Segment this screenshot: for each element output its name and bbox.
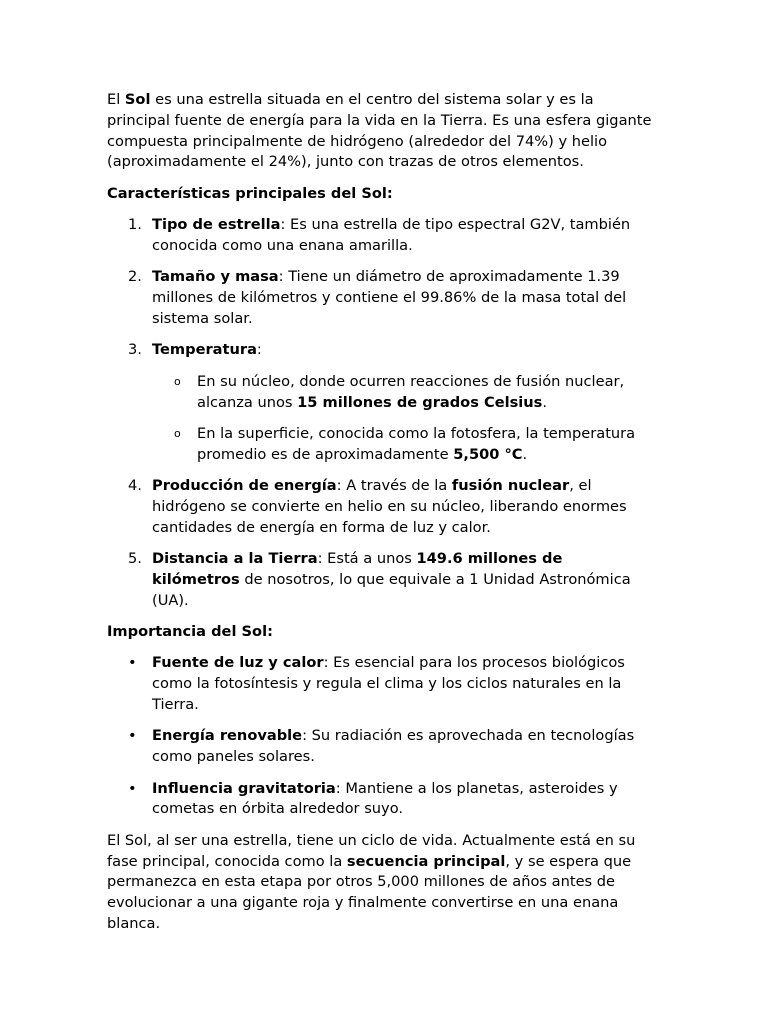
feature-item-5 (107, 549, 655, 611)
feature-title: Tipo de estrella (152, 216, 281, 234)
document-body (107, 90, 655, 945)
bullet-icon: • (128, 779, 137, 797)
feature-text: : A través de la (336, 477, 452, 495)
sublist-text-end: . (522, 445, 528, 463)
feature-text: : Está a unos (317, 550, 417, 568)
list-number: 3. (128, 341, 142, 359)
circle-bullet-icon: o (174, 426, 181, 440)
feature-text-end: de nosotros, lo que equivale a 1 Unidad Astronómica (UA). (152, 570, 631, 609)
sublist-item-surface (152, 424, 655, 466)
sublist-item-core (152, 372, 655, 414)
intro-text-2: es una estrella situada en el centro del sistema solar y es la principal fuente de energía para la vida en la Tierra. Es una esfera gigante compuesta principalmente de hidrógeno (alrededor del 74%) y helio (aproximadamente el 24%), junto con trazas de otros elementos. (107, 91, 652, 171)
sublist-text: En su núcleo, donde ocurren reacciones de fusión nuclear, alcanza unos (197, 372, 625, 411)
list-number: 2. (128, 268, 142, 286)
feature-title: Temperatura (152, 341, 257, 359)
feature-item-2 (107, 267, 655, 329)
feature-text: : Es una estrella de tipo espectral G2V, también conocida como una enana amarilla. (152, 216, 631, 254)
feature-item-3 (107, 340, 655, 465)
section-heading-features: Características principales del Sol: (107, 184, 393, 202)
sublist-text-end: . (542, 393, 547, 411)
sublist-text: En la superficie, conocida como la fotosfera, la temperatura promedio es de aproximadamente (197, 424, 636, 463)
bullet-icon: • (128, 727, 137, 745)
intro-text-1: El (107, 91, 125, 108)
circle-bullet-icon: o (174, 374, 181, 388)
feature-item-1 (107, 215, 655, 257)
list-number: 5. (128, 550, 142, 568)
importance-text: : Su radiación es aprovechada en tecnologías como paneles solares. (152, 727, 635, 766)
sublist-bold: 15 millones de grados Celsius (297, 393, 543, 411)
importance-text: : Es esencial para los procesos biológicos como la fotosíntesis y regula el clima y los ciclos naturales en la Tierra. (152, 654, 625, 714)
bullet-icon: • (128, 654, 137, 672)
section-heading-importance: Importancia del Sol: (107, 623, 273, 641)
feature-title: Producción de energía (152, 477, 337, 495)
feature-bold-inline: fusión nuclear (451, 477, 570, 495)
feature-text: : (256, 341, 262, 359)
importance-item-1 (107, 653, 655, 715)
intro-bold-sol: Sol (124, 91, 151, 108)
importance-title: Influencia gravitatoria (152, 779, 336, 797)
intro-paragraph (107, 90, 655, 173)
importance-item-3 (107, 779, 655, 821)
closing-text-1: El Sol, al ser una estrella, tiene un ciclo de vida. Actualmente está en su fase principal, conocida como la (107, 831, 636, 870)
feature-bold-inline: 149.6 millones de kilómetros (152, 550, 563, 588)
feature-text: : Tiene un diámetro de aproximadamente 1.39 millones de kilómetros y contiene el 99.86% de la masa total del sistema solar. (152, 268, 627, 327)
feature-item-4 (107, 476, 655, 538)
feature-title: Tamaño y masa (152, 268, 279, 286)
temperature-sublist (152, 372, 655, 466)
list-number: 1. (128, 216, 142, 234)
feature-text-end: , el hidrógeno se convierte en helio en su núcleo, liberando enormes cantidades de energía en forma de luz y calor. (152, 477, 627, 536)
importance-list (107, 653, 655, 820)
closing-paragraph (107, 831, 655, 935)
sublist-bold: 5,500 °C (453, 445, 523, 463)
closing-bold: secuencia principal (346, 852, 506, 870)
importance-title: Fuente de luz y calor (152, 654, 324, 672)
closing-text-2: , y se espera que permanezca en esta etapa por otros 5,000 millones de años antes de evolucionar a una gigante roja y finalmente convertirse en una enana blanca. (107, 852, 632, 933)
importance-title: Energía renovable (152, 727, 303, 745)
importance-item-2 (107, 726, 655, 768)
list-number: 4. (128, 477, 142, 495)
features-list (107, 215, 655, 611)
feature-title: Distancia a la Tierra (152, 550, 318, 568)
importance-text: : Mantiene a los planetas, asteroides y cometas en órbita alrededor suyo. (152, 779, 618, 818)
